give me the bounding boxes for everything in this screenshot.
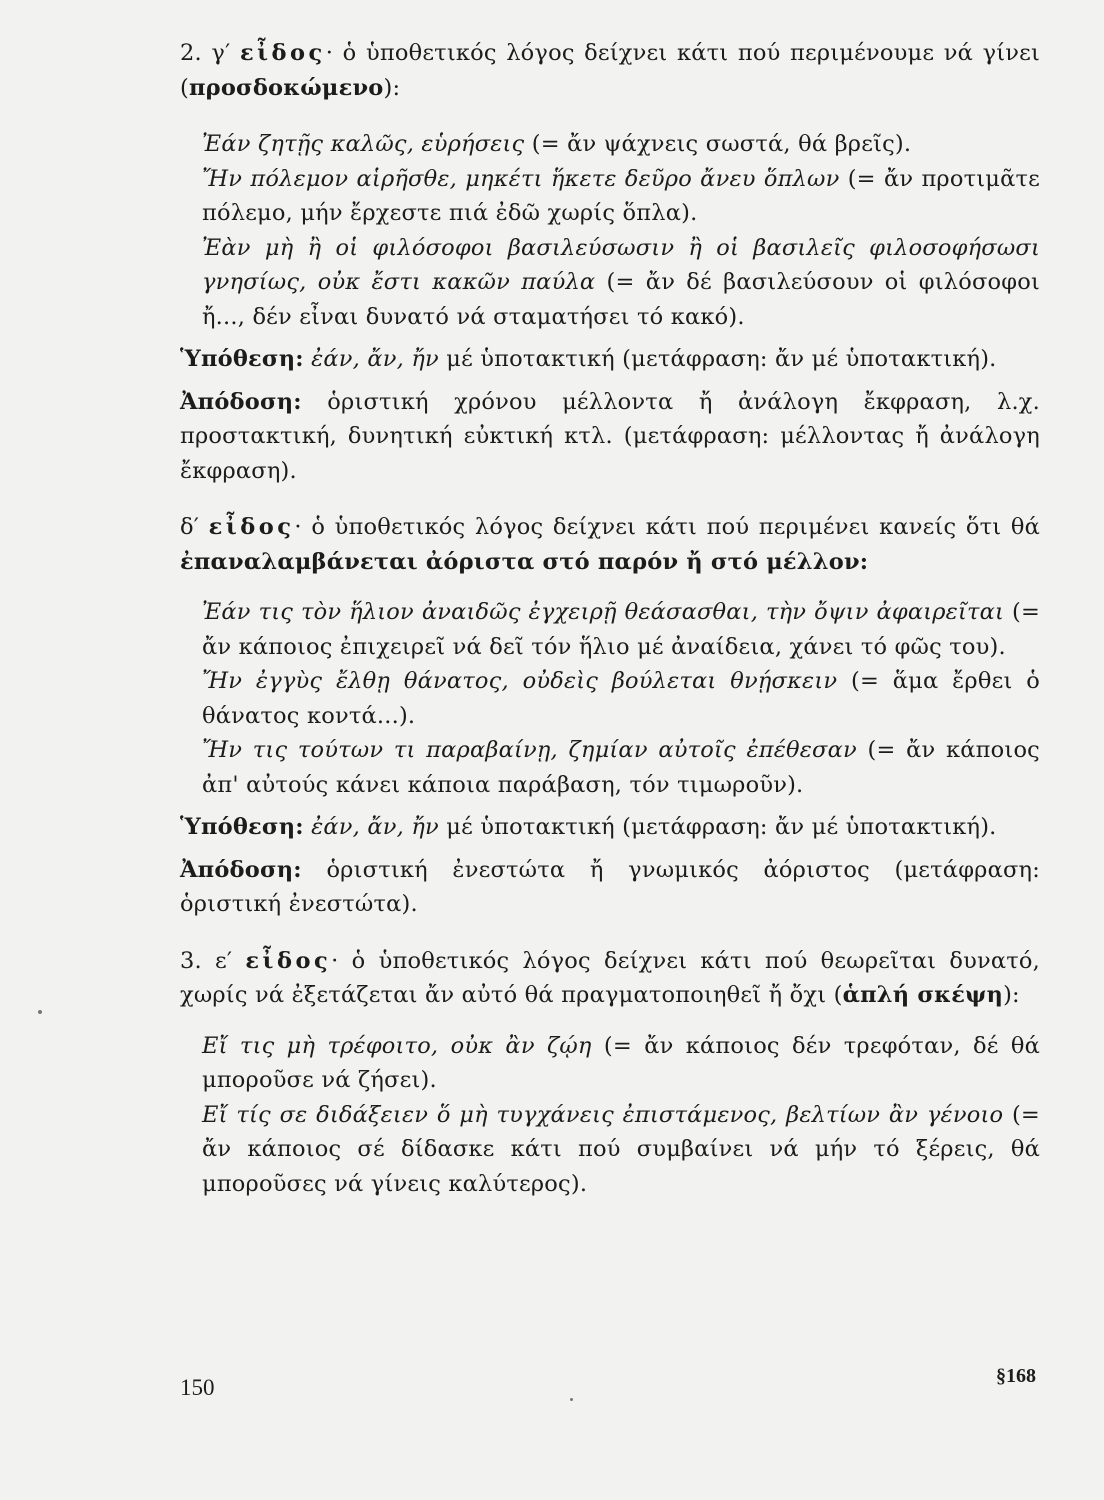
hypothesis-rule: Ὑπόθεση: ἐάν, ἄν, ἤν μέ ὑποτακτική (μετάφραση: ἄν μέ ὑποτακτική). (180, 346, 997, 372)
translation: (= ἄν δέ βασιλεύσουν οἱ φιλόσοφοι ἤ..., δέν εἶναι δυνατό νά σταματήσει τό κακό). (202, 269, 1041, 330)
page-body (180, 36, 1040, 1201)
example-sentence: Ἐὰν μὴ ἢ οἱ φιλόσοφοι βασιλεύσωσιν ἢ οἱ βασιλεῖς φιλοσοφήσωσι γνησίως, οὐκ ἔστι κακῶν παύλα (= ἄν δέ βασιλεύσουν οἱ φιλόσοφοι ἤ..., δέν εἶναι δυνατό νά σταματήσει τό κακό). (202, 234, 1041, 330)
translation: (= ἄν κάποιος ἐπιχειρεῖ νά δεῖ τόν ἥλιο μέ ἀναίδεια, χάνει τό φῶς του). (202, 599, 1040, 660)
translation: (= ἄν κάποιος σέ δίδασκε κάτι πού συμβαίνει νά μήν τό ξέρεις, θά μποροῦσες νά γίνεις καλύτερος). (202, 1101, 1040, 1197)
example-sentence: Ἐάν τις τὸν ἥλιον ἀναιδῶς ἐγχειρῇ θεάσασθαι, τὴν ὄψιν ἀφαιρεῖται (= ἄν κάποιος ἐπιχειρεῖ νά δεῖ τόν ἥλιο μέ ἀναίδεια, χάνει τό φῶς του). (202, 599, 1040, 660)
bold-term: ἁπλή σκέψη (842, 982, 1004, 1008)
example-sentence: Ἤν τις τούτων τι παραβαίνῃ, ζημίαν αὐτοῖς ἐπέθεσαν (= ἄν κάποιος ἀπ' αὐτούς κάνει κάποια παράβαση, τόν τιμωροῦν). (202, 737, 1040, 798)
example-sentence: Ἤν πόλεμον αἱρῆσθε, μηκέτι ἥκετε δεῦρο ἄνευ ὅπλων (= ἄν προτιμᾶτε πόλεμο, μήν ἔρχεστε πιά ἐδῶ χωρίς ὅπλα). (202, 165, 1040, 226)
section-heading-epsilon: 3. ε′ εἶδος· ὁ ὑποθετικός λόγος δείχνει κάτι πού θεωρεῖται δυνατό, χωρίς νά ἐξετάζεται ἄν αὐτό θά πραγματοποιηθεῖ ἤ ὄχι (ἁπλή σκέψη): (180, 947, 1040, 1008)
bold-term: προσδοκώμενο (188, 74, 384, 101)
example-sentence: Εἴ τις μὴ τρέφοιτο, οὐκ ἂν ζῴη (= ἄν κάποιος δέν τρεφόταν, δέ θά μποροῦσε νά ζήσει). (202, 1032, 1040, 1093)
eidos-term: εἶδος (239, 40, 326, 66)
example-sentence: Ἐάν ζητῇς καλῶς, εὑρήσεις (= ἄν ψάχνεις σωστά, θά βρεῖς). (202, 131, 912, 157)
translation: (= ἅμα ἔρθει ὁ θάνατος κοντά...). (202, 668, 1040, 729)
eidos-term: εἶδος (208, 514, 295, 540)
translation: (= ἄν ψάχνεις σωστά, θά βρεῖς). (524, 131, 912, 157)
apodosis-rule: Ἀπόδοση: ὁριστική ἐνεστώτα ἤ γνωμικός ἀόριστος (μετάφραση: ὁριστική ἐνεστώτα). (180, 856, 1040, 917)
scan-speck (38, 1010, 42, 1014)
eidos-term: εἶδος (245, 947, 332, 974)
hypothesis-rule: Ὑπόθεση: ἐάν, ἄν, ἤν μέ ὑποτακτική (μετάφραση: ἄν μέ ὑποτακτική). (180, 814, 997, 840)
scan-speck (570, 1398, 573, 1401)
section-reference: §168 (996, 1365, 1036, 1387)
page-number: 150 (180, 1375, 215, 1400)
section-heading-gamma: 2. γ′ εἶδος· ὁ ὑποθετικός λόγος δείχνει κάτι πού περιμένουμε νά γίνει (προσδοκώμενο): (180, 40, 1040, 101)
translation: (= ἄν προτιμᾶτε πόλεμο, μήν ἔρχεστε πιά ἐδῶ χωρίς ὅπλα). (202, 165, 1040, 226)
apodosis-rule: Ἀπόδοση: ὁριστική χρόνου μέλλοντα ἤ ἀνάλογη ἔκφραση, λ.χ. προστακτική, δυνητική εὐκτική κτλ. (μετάφραση: μέλλοντας ἤ ἀνάλογη ἔκφραση). (180, 388, 1040, 484)
example-sentence: Ἤν ἐγγὺς ἔλθῃ θάνατος, οὐδεὶς βούλεται θνῄσκειν (= ἅμα ἔρθει ὁ θάνατος κοντά...). (202, 668, 1040, 729)
section-heading-delta: δ′ εἶδος· ὁ ὑποθετικός λόγος δείχνει κάτι πού περιμένει κανείς ὅτι θά ἐπαναλαμβάνεται ἀόριστα στό παρόν ἤ στό μέλλον: (180, 514, 1040, 575)
example-sentence: Εἴ τίς σε διδάξειεν ὅ μὴ τυγχάνεις ἐπιστάμενος, βελτίων ἂν γένοιο (= ἄν κάποιος σέ δίδασκε κάτι πού συμβαίνει νά μήν τό ξέρεις, θά μποροῦσες νά γίνεις καλύτερος). (202, 1101, 1040, 1197)
translation: (= ἄν κάποιος δέν τρεφόταν, δέ θά μποροῦσε νά ζήσει). (202, 1032, 1040, 1093)
translation: (= ἄν κάποιος ἀπ' αὐτούς κάνει κάποια παράβαση, τόν τιμωροῦν). (202, 737, 1040, 798)
bold-term: ἐπαναλαμβάνεται ἀόριστα στό παρόν ἤ στό μέλλον: (180, 548, 869, 575)
